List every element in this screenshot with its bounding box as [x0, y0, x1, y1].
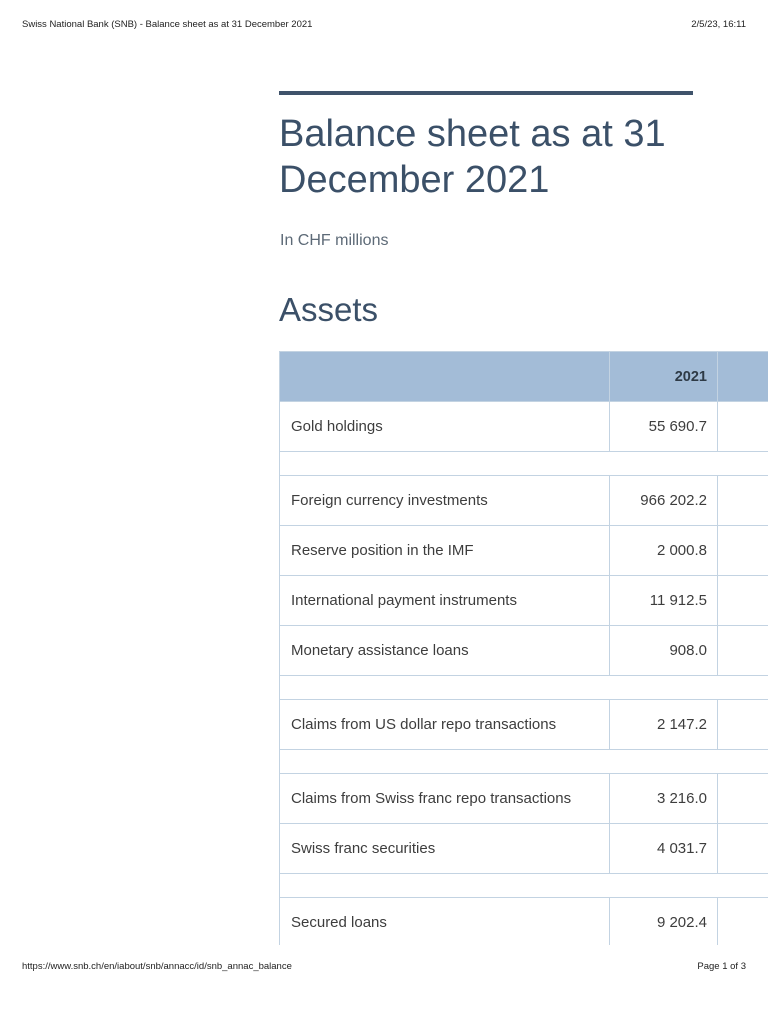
row-value: 2 000.8	[610, 526, 718, 576]
print-header-title: Swiss National Bank (SNB) - Balance sheet as at 31 December 2021	[22, 19, 313, 30]
row-value: 55 690.7	[610, 402, 718, 452]
section-title-assets: Assets	[279, 291, 379, 328]
print-footer-url: https://www.snb.ch/en/iabout/snb/annacc/id/snb_annac_balance	[22, 961, 292, 972]
spacer-cell	[280, 676, 768, 700]
table-body	[280, 402, 768, 946]
table-row	[280, 402, 768, 452]
table-row	[280, 626, 768, 676]
row-extra-cell	[718, 626, 768, 676]
row-label: Gold holdings	[280, 402, 610, 452]
spacer-cell	[280, 750, 768, 774]
row-label: Claims from US dollar repo transactions	[280, 700, 610, 750]
table-spacer-row	[280, 452, 768, 476]
table-spacer-row	[280, 750, 768, 774]
row-extra-cell	[718, 898, 768, 946]
row-label: International payment instruments	[280, 576, 610, 626]
top-divider	[279, 91, 693, 95]
row-label: Swiss franc securities	[280, 824, 610, 874]
table-spacer-row	[280, 874, 768, 898]
row-extra-cell	[718, 824, 768, 874]
table-row	[280, 700, 768, 750]
page-title: Balance sheet as at 31 December 2021	[279, 113, 666, 201]
row-extra-cell	[718, 402, 768, 452]
row-extra-cell	[718, 700, 768, 750]
row-label: Reserve position in the IMF	[280, 526, 610, 576]
print-header-timestamp: 2/5/23, 16:11	[691, 19, 746, 30]
table-header-row	[280, 352, 768, 402]
row-value: 9 202.4	[610, 898, 718, 946]
table-row	[280, 476, 768, 526]
row-extra-cell	[718, 476, 768, 526]
row-extra-cell	[718, 526, 768, 576]
row-label: Secured loans	[280, 898, 610, 946]
table-row	[280, 774, 768, 824]
row-label: Monetary assistance loans	[280, 626, 610, 676]
row-value: 2 147.2	[610, 700, 718, 750]
print-footer	[22, 961, 746, 975]
table-spacer-row	[280, 676, 768, 700]
spacer-cell	[280, 874, 768, 898]
header-extra-cell	[718, 352, 768, 402]
header-label-cell	[280, 352, 610, 402]
row-value: 966 202.2	[610, 476, 718, 526]
assets-table	[279, 351, 768, 945]
table-row	[280, 526, 768, 576]
row-value: 11 912.5	[610, 576, 718, 626]
table-row	[280, 824, 768, 874]
row-label: Claims from Swiss franc repo transactions	[280, 774, 610, 824]
main-content	[279, 0, 768, 945]
spacer-cell	[280, 452, 768, 476]
row-extra-cell	[718, 576, 768, 626]
row-value: 3 216.0	[610, 774, 718, 824]
print-footer-page-number: Page 1 of 3	[697, 961, 746, 972]
row-value: 4 031.7	[610, 824, 718, 874]
table-row	[280, 576, 768, 626]
row-value: 908.0	[610, 626, 718, 676]
header-year-cell: 2021	[610, 352, 718, 402]
table-row	[280, 898, 768, 946]
row-label: Foreign currency investments	[280, 476, 610, 526]
row-extra-cell	[718, 774, 768, 824]
page-subtitle: In CHF millions	[280, 232, 389, 249]
